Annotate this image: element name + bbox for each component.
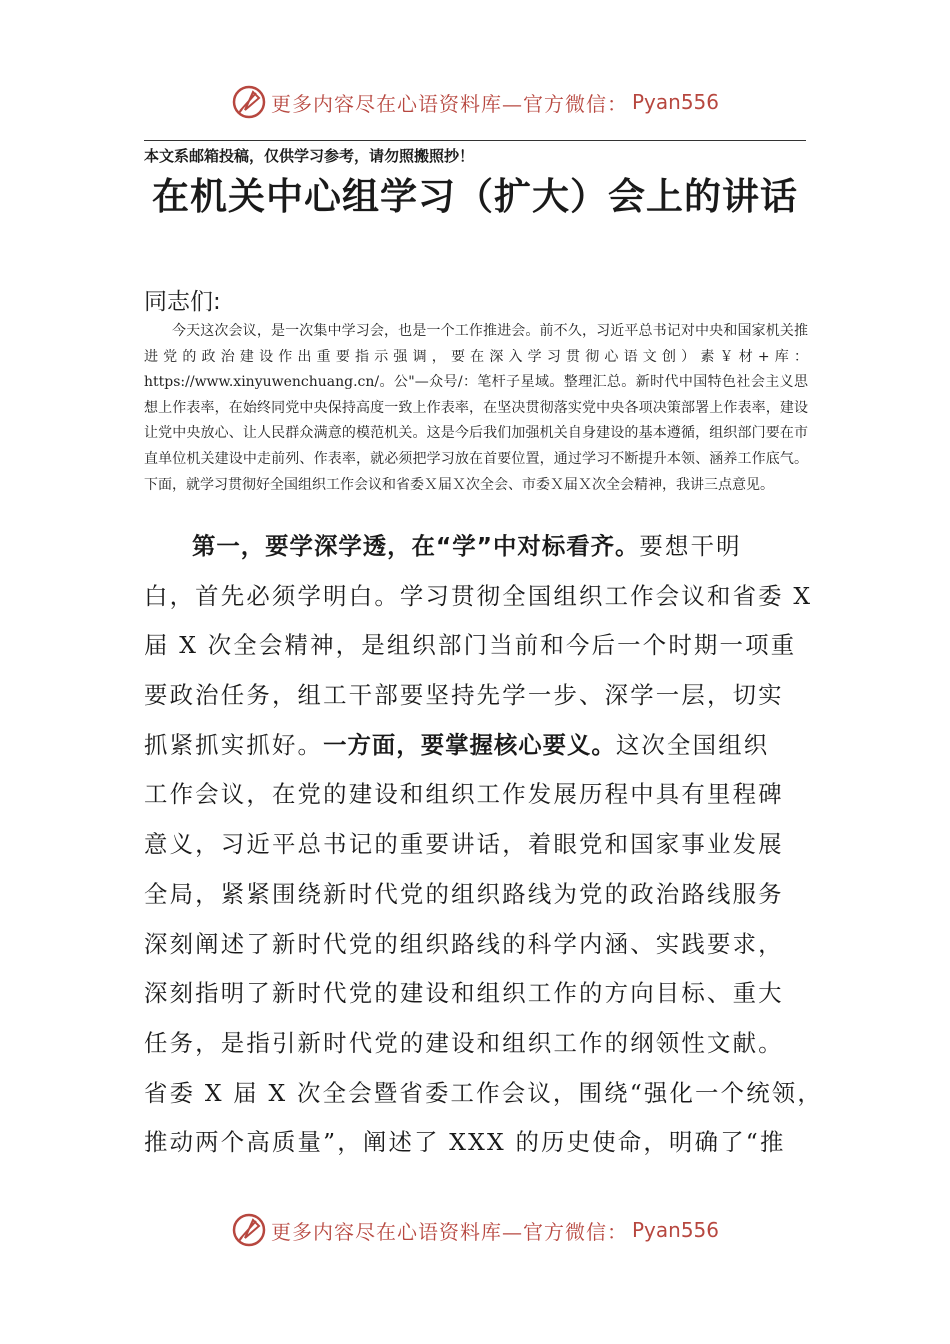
watermark-banner-bottom (0, 1208, 950, 1252)
body-line: 要政治任务，组工干部要坚持先学一步、深学一层，切实 (144, 681, 784, 710)
subsection-heading: 一方面，要掌握核心要义。 (323, 730, 616, 759)
body-line (144, 522, 816, 572)
body-line: 工作会议，在党的建设和组织工作发展历程中具有里程碑 (144, 780, 784, 809)
intro-paragraph: 今天这次会议，是一次集中学习会，也是一个工作推进会。前不久，习近平总书记对中央和国家机关推进党的政治建设作出重要指示强调，要在深入学习贯彻心语文创）素￥材+库：https://www.xinyuwenchuang.cn/。公"—众号/：笔杆子星域。整理汇总。新时代中国特色社会主义思想上作表率，在始终同党中央保持高度一致上作表率，在坚决贯彻落实党中央各项决策部署上作表率，建设让党中央放心、让人民群众满意的模范机关。这是今后我们加强机关自身建设的基本遵循，组织部门要在市直单位机关建设中走前列、作表率，就必须把学习放在首要位置，通过学习不断提升本领、涵养工作底气。下面，就学习贯彻好全国组织工作会议和省委Ｘ届Ｘ次全会、市委Ｘ届Ｘ次全会精神，我讲三点意见。 (144, 323, 808, 493)
body-line: 任务，是指引新时代党的建设和组织工作的纲领性文献。 (144, 1028, 784, 1057)
body-line-text: 抓紧抓实抓好。 (144, 730, 324, 759)
watermark-banner-top (0, 80, 950, 124)
document-title: 在机关中心组学习（扩大）会上的讲话 (152, 174, 798, 218)
watermark-text: 更多内容尽在心语资料库—官方微信： (270, 1219, 628, 1244)
body-line: 深刻阐述了新时代党的组织路线的科学内涵、实践要求， (144, 929, 784, 958)
salutation: 同志们: (144, 289, 221, 315)
header-rule (144, 140, 806, 141)
body-line-text: 这次全国组织 (615, 730, 770, 759)
body-line: 意义，习近平总书记的重要讲话，着眼党和国家事业发展 (144, 830, 784, 859)
quill-logo-icon (231, 1212, 267, 1248)
body-line-text: 要想干明 (639, 532, 742, 560)
submission-notice: 本文系邮箱投稿，仅供学习参考，请勿照搬照抄！ (144, 147, 475, 165)
watermark-wechat-id: Pyan556 (631, 90, 719, 114)
body-line: 深刻指明了新时代党的建设和组织工作的方向目标、重大 (144, 979, 784, 1008)
body-line: 白，首先必须学明白。学习贯彻全国组织工作会议和省委 X (144, 581, 813, 610)
watermark-wechat-id: Pyan556 (631, 1218, 719, 1242)
body-line: 全局，紧紧围绕新时代党的组织路线为党的政治路线服务 (144, 879, 784, 908)
body-line: 推动两个高质量”，阐述了 XXX 的历史使命，明确了“推 (144, 1128, 786, 1157)
watermark-text: 更多内容尽在心语资料库—官方微信： (270, 91, 628, 116)
body-line (144, 721, 816, 771)
body-line: 届 X 次全会精神，是组织部门当前和今后一个时期一项重 (144, 631, 797, 660)
body-text (144, 522, 823, 1168)
body-line: 省委 X 届 X 次全会暨省委工作会议，围绕“强化一个统领， (144, 1078, 823, 1107)
section-heading: 第一，要学深学透，在“学”中对标看齐。 (192, 532, 640, 560)
quill-logo-icon (231, 84, 267, 120)
